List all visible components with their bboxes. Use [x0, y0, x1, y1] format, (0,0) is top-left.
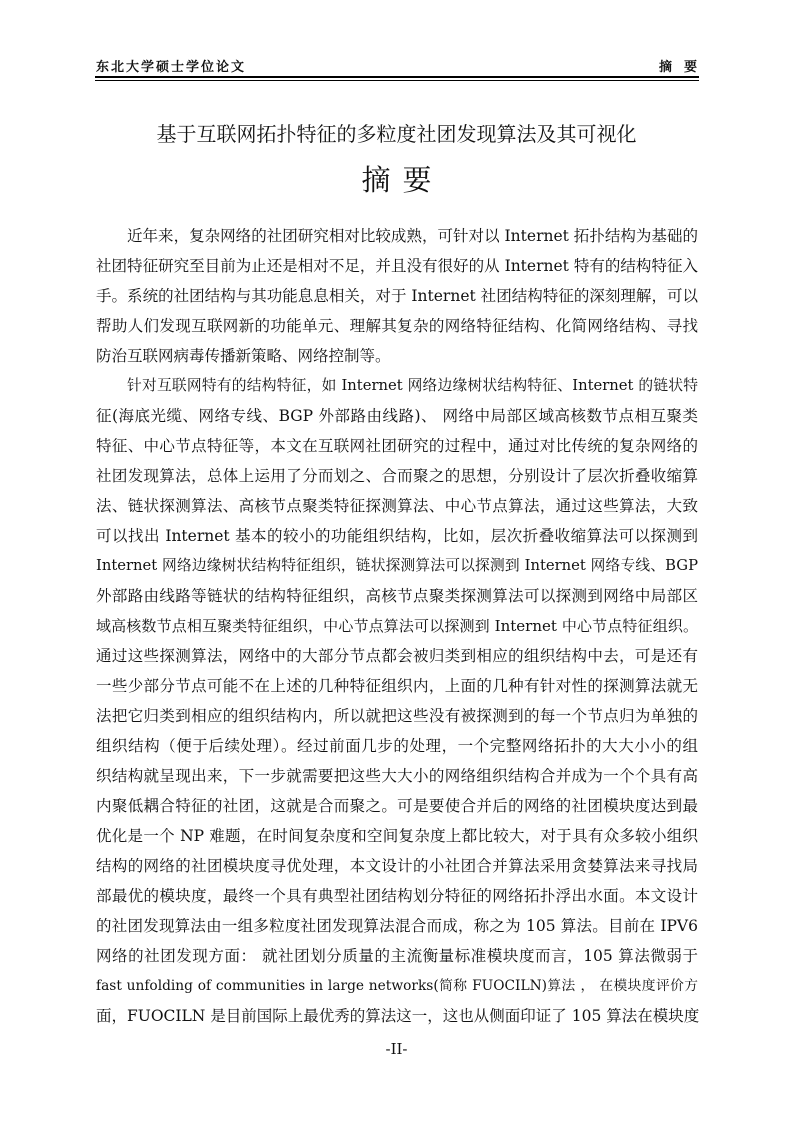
text-line: 部最优的模块度，最终一个具有典型社团结构划分特征的网络拓扑浮出水面。本文设计: [96, 887, 698, 905]
text-line: 织结构就呈现出来，下一步就需要把这些大大小的网络组织结构合并成为一个个具有高: [96, 767, 698, 785]
text-line: 防治互联网病毒传播新策略、网络控制等。: [96, 347, 391, 365]
text-line: 手。系统的社团结构与其功能息息相关，对于 Internet 社团结构特征的深刻理解，可以: [96, 287, 698, 305]
thesis-title: 基于互联网拓扑特征的多粒度社团发现算法及其可视化: [156, 122, 637, 146]
text-line: 内聚低耦合特征的社团，这就是合而聚之。可是要使合并后的网络的社团模块度达到最: [96, 797, 698, 815]
text-line: fast unfolding of communities in large networks(简称 FUOCILN)算法 ， 在模块度评价方: [96, 978, 698, 994]
text-line: 征(海底光缆、网络专线、BGP 外部路由线路)、 网络中局部区域高核数节点相互聚类: [96, 407, 698, 425]
text-line: 优化是一个 NP 难题，在时间复杂度和空间复杂度上都比较大，对于具有众多较小组织: [96, 827, 698, 845]
header-university-thesis: 东北大学硕士学位论文: [96, 60, 247, 75]
text-line: 法、链状探测算法、高核节点聚类特征探测算法、中心节点算法，通过这些算法，大致: [96, 497, 698, 515]
text-line: 法把它归类到相应的组织结构内，所以就把这些没有被探测到的每一个节点归为单独的: [96, 707, 698, 725]
text-line: 结构的网络的社团模块度寻优处理，本文设计的小社团合并算法采用贪婪算法来寻找局: [96, 857, 698, 875]
text-line: 面，FUOCILN 是目前国际上最优秀的算法这一，这也从侧面印证了 105 算法在模块度: [96, 1007, 700, 1025]
text-line: 帮助人们发现互联网新的功能单元、理解其复杂的网络特征结构、化简网络结构、寻找: [96, 317, 698, 335]
header-rule-thin: [95, 80, 699, 81]
page-number: -II-: [385, 1040, 408, 1058]
text-line: 针对互联网特有的结构特征，如 Internet 网络边缘树状结构特征、Internet 的链状特: [127, 377, 698, 394]
text-line: 可以找出 Internet 基本的较小的功能组织结构，比如，层次折叠收缩算法可以探测到: [96, 527, 698, 545]
text-line: 通过这些探测算法，网络中的大部分节点都会被归类到相应的组织结构中去，可是还有: [96, 647, 698, 665]
text-line: 特征、中心节点特征等，本文在互联网社团研究的过程中，通过对比传统的复杂网络的: [96, 437, 698, 455]
abstract-heading: 摘要: [361, 163, 444, 197]
text-line: 域高核数节点相互聚类特征组织，中心节点算法可以探测到 Internet 中心节点特征组织。: [96, 617, 698, 635]
text-line: Internet 网络边缘树状结构特征组织，链状探测算法可以探测到 Internet 网络专线、BGP: [96, 557, 698, 574]
text-line: 外部路由线路等链状的结构特征组织，高核节点聚类探测算法可以探测到网络中局部区: [96, 587, 698, 605]
header-section-label: 摘要: [658, 60, 709, 75]
text-line: 一些少部分节点可能不在上述的几种特征组织内，上面的几种有针对性的探测算法就无: [96, 677, 698, 695]
text-line: 组织结构（便于后续处理）。经过前面几步的处理，一个完整网络拓扑的大大小小的组: [96, 737, 698, 755]
text-line: 社团发现算法，总体上运用了分而划之、合而聚之的思想，分别设计了层次折叠收缩算: [96, 467, 698, 485]
text-line: 近年来，复杂网络的社团研究相对比较成熟，可针对以 Internet 拓扑结构为基础的: [127, 227, 698, 245]
text-line: 社团特征研究至目前为止还是相对不足，并且没有很好的从 Internet 特有的结构特征入: [96, 257, 698, 275]
text-line: 网络的社团发现方面： 就社团划分质量的主流衡量标准模块度而言，105 算法微弱于: [96, 947, 698, 965]
text-line: 的社团发现算法由一组多粒度社团发现算法混合而成，称之为 105 算法。目前在 IPV6: [96, 917, 698, 935]
header-rule: [95, 76, 699, 78]
